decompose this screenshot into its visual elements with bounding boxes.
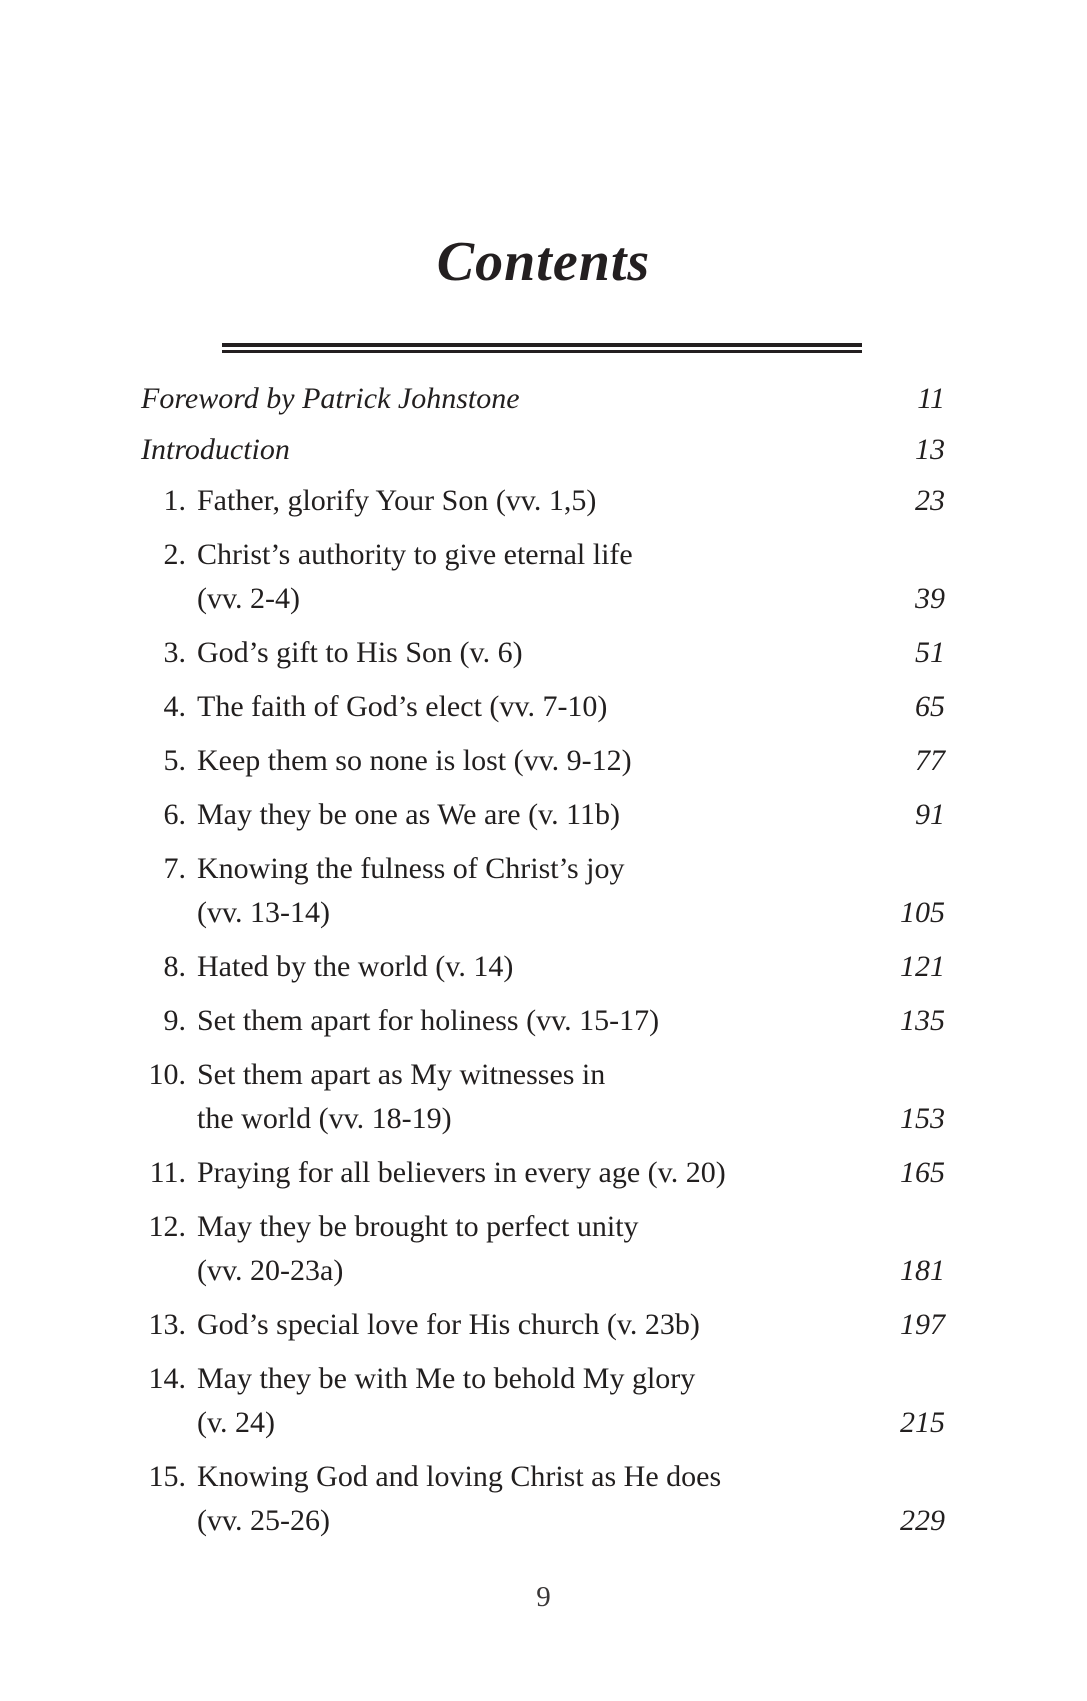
page-folio: 9 <box>536 1581 551 1613</box>
entry-page-number: 65 <box>915 690 945 723</box>
entry-page-number: 77 <box>915 744 945 777</box>
entry-title <box>197 1357 890 1445</box>
entry-title-line: (v. 24) <box>197 1406 276 1439</box>
entry-title <box>197 739 905 783</box>
entry-page-number: 39 <box>915 582 945 615</box>
title-rule <box>222 343 862 353</box>
entry-number: 1. <box>163 484 186 517</box>
entry-title-line: The faith of God’s elect (vv. 7-10) <box>197 690 608 723</box>
page-title: Contents <box>436 231 651 293</box>
toc-entry <box>141 631 945 675</box>
entry-title <box>197 1151 890 1195</box>
entry-title-line: Praying for all believers in every age (v. 20) <box>197 1156 726 1189</box>
entry-title-line: Introduction <box>141 433 290 466</box>
entry-title-line: (vv. 25-26) <box>197 1504 331 1537</box>
entry-title-line: God’s gift to His Son (v. 6) <box>197 636 523 669</box>
entry-number: 15. <box>148 1460 186 1493</box>
entry-title <box>197 1455 890 1543</box>
entry-title-line: May they be brought to perfect unity <box>197 1210 639 1243</box>
entry-title-line: God’s special love for His church (v. 23b) <box>197 1308 700 1341</box>
toc-entry <box>141 1303 945 1347</box>
front-matter-entry <box>141 428 945 472</box>
entry-title <box>141 428 905 472</box>
entry-title-line: Set them apart for holiness (vv. 15-17) <box>197 1004 660 1037</box>
entry-title-line: (vv. 2-4) <box>197 582 301 615</box>
toc-entry <box>141 1455 945 1543</box>
entry-title <box>197 793 905 837</box>
entry-page-number: 13 <box>915 433 945 466</box>
entry-title-line: May they be with Me to behold My glory <box>197 1362 696 1395</box>
entry-title-line: Knowing the fulness of Christ’s joy <box>197 852 625 885</box>
toc-entry <box>141 793 945 837</box>
toc-entry <box>141 1205 945 1293</box>
entry-page-number: 215 <box>900 1406 945 1439</box>
entry-number: 10. <box>148 1058 186 1091</box>
toc-entry <box>141 685 945 729</box>
entry-number: 13. <box>148 1308 186 1341</box>
entry-number: 5. <box>163 744 186 777</box>
entry-number: 8. <box>163 950 186 983</box>
toc-entry <box>141 945 945 989</box>
entry-title-line: the world (vv. 18-19) <box>197 1102 452 1135</box>
entry-page-number: 135 <box>900 1004 945 1037</box>
toc-entry <box>141 533 945 621</box>
entry-number: 6. <box>163 798 186 831</box>
entry-title-line: May they be one as We are (v. 11b) <box>197 798 620 831</box>
entry-title-line: Foreword by Patrick Johnstone <box>141 382 520 415</box>
toc-entry <box>141 1053 945 1141</box>
entry-title <box>197 685 905 729</box>
entry-title-line: Father, glorify Your Son (vv. 1,5) <box>197 484 597 517</box>
toc-entry <box>141 847 945 935</box>
front-matter-entry <box>141 377 945 421</box>
entry-number: 9. <box>163 1004 186 1037</box>
entry-title-line: Christ’s authority to give eternal life <box>197 538 633 571</box>
entry-page-number: 51 <box>915 636 945 669</box>
entry-title <box>197 999 890 1043</box>
entry-number: 12. <box>148 1210 186 1243</box>
entry-title-line: Set them apart as My witnesses in <box>197 1058 606 1091</box>
entry-page-number: 11 <box>917 382 945 415</box>
entry-page-number: 91 <box>915 798 945 831</box>
toc-entry <box>141 999 945 1043</box>
toc-entry <box>141 739 945 783</box>
entry-title <box>197 1303 890 1347</box>
entry-title <box>141 377 907 421</box>
toc-entry <box>141 1151 945 1195</box>
entry-title-line: (vv. 13-14) <box>197 896 331 929</box>
entry-title <box>197 945 890 989</box>
entry-title <box>197 1053 890 1141</box>
entry-number: 11. <box>149 1156 186 1189</box>
entry-title <box>197 533 905 621</box>
entry-title <box>197 631 905 675</box>
entry-title <box>197 1205 890 1293</box>
entry-number: 2. <box>163 538 186 571</box>
entry-page-number: 153 <box>900 1102 945 1135</box>
entry-page-number: 229 <box>900 1504 945 1537</box>
entry-title-line: (vv. 20-23a) <box>197 1254 344 1287</box>
entry-page-number: 105 <box>900 896 945 929</box>
entry-number: 14. <box>148 1362 186 1395</box>
entry-page-number: 181 <box>900 1254 945 1287</box>
entry-number: 4. <box>163 690 186 723</box>
entry-number: 7. <box>163 852 186 885</box>
entry-title-line: Knowing God and loving Christ as He does <box>197 1460 722 1493</box>
entry-title <box>197 479 905 523</box>
entry-title-line: Hated by the world (v. 14) <box>197 950 514 983</box>
entry-title <box>197 847 890 935</box>
entry-page-number: 165 <box>900 1156 945 1189</box>
entry-page-number: 23 <box>915 484 945 517</box>
entry-number: 3. <box>163 636 186 669</box>
entry-title-line: Keep them so none is lost (vv. 9-12) <box>197 744 632 777</box>
toc-entry <box>141 1357 945 1445</box>
toc-list <box>141 377 945 1553</box>
entry-page-number: 121 <box>900 950 945 983</box>
toc-entry <box>141 479 945 523</box>
entry-page-number: 197 <box>900 1308 945 1341</box>
